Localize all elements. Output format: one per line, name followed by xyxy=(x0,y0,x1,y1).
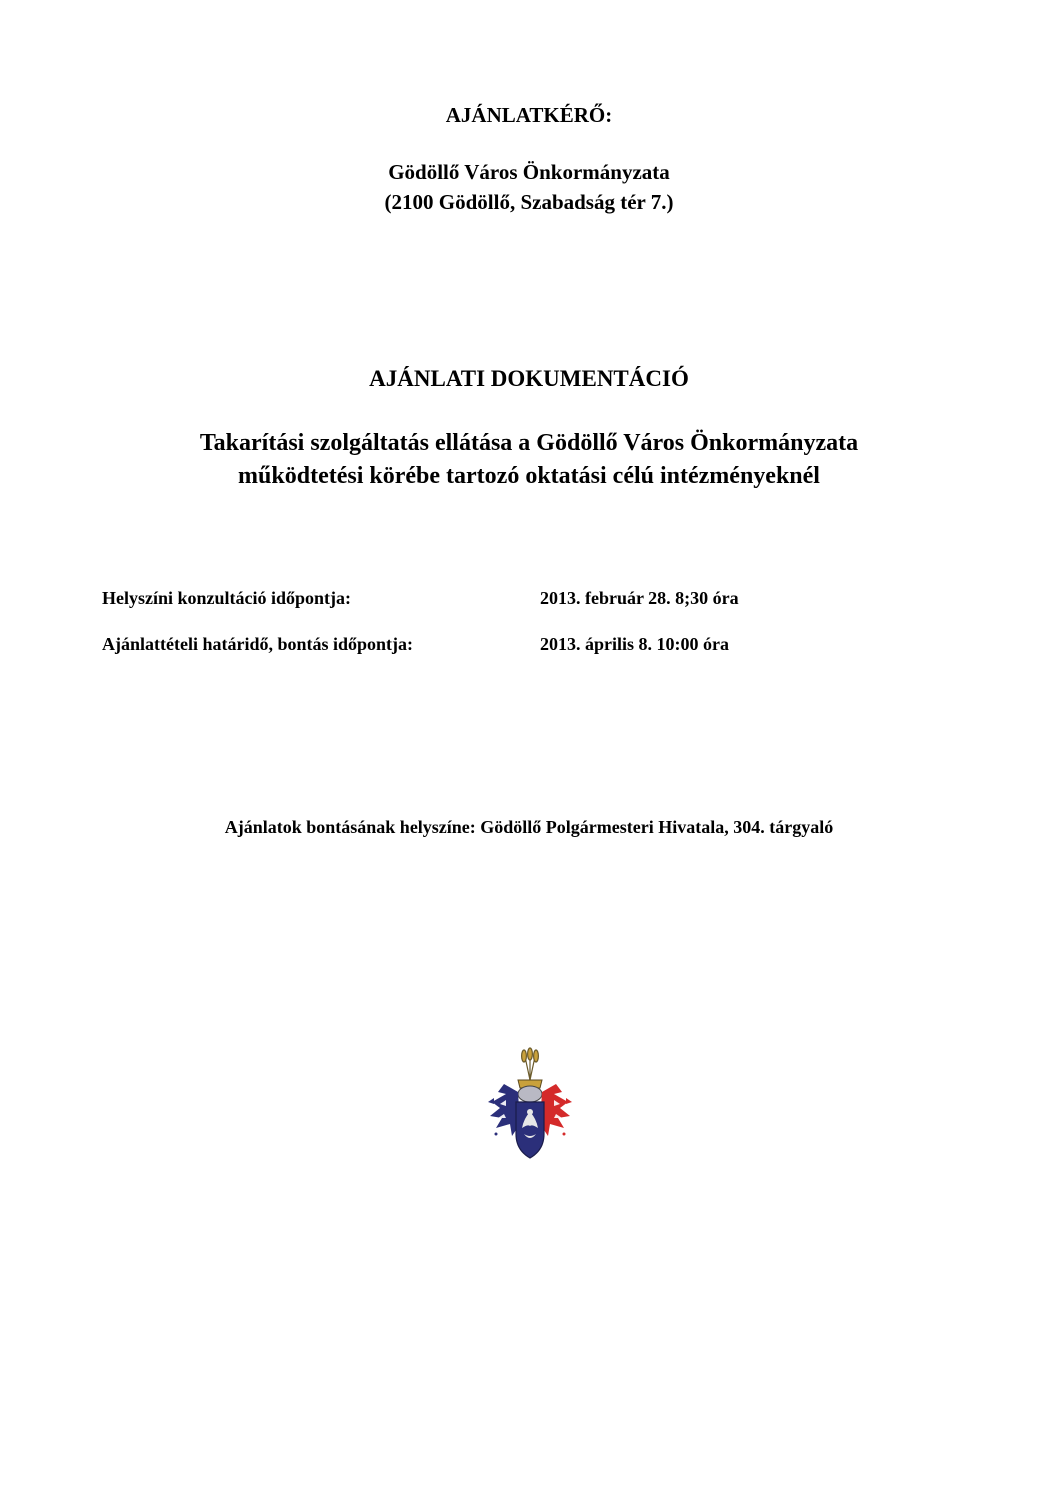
requester-address: (2100 Gödöllő, Szabadság tér 7.) xyxy=(384,190,674,214)
schedule-label: Ajánlattételi határidő, bontás időpontja: xyxy=(102,634,414,654)
schedule-label: Helyszíni konzultáció időpontja: xyxy=(102,588,352,608)
document-subject-line-2: működtetési körébe tartozó oktatási célú intézményeknél xyxy=(238,463,820,489)
coat-of-arms-icon xyxy=(484,1046,576,1162)
requester-heading: AJÁNLATKÉRŐ: xyxy=(445,103,613,127)
requester-name: Gödöllő Város Önkormányzata xyxy=(388,160,670,184)
document-subject-line-1: Takarítási szolgáltatás ellátása a Gödöllő Város Önkormányzata xyxy=(199,430,859,456)
schedule-value: 2013. február 28. 8;30 óra xyxy=(540,588,739,608)
document-title: AJÁNLATI DOKUMENTÁCIÓ xyxy=(369,366,689,391)
opening-location: Ajánlatok bontásának helyszíne: Gödöllő Polgármesteri Hivatala, 304. tárgyaló xyxy=(224,817,834,837)
schedule-value: 2013. április 8. 10:00 óra xyxy=(540,634,729,654)
